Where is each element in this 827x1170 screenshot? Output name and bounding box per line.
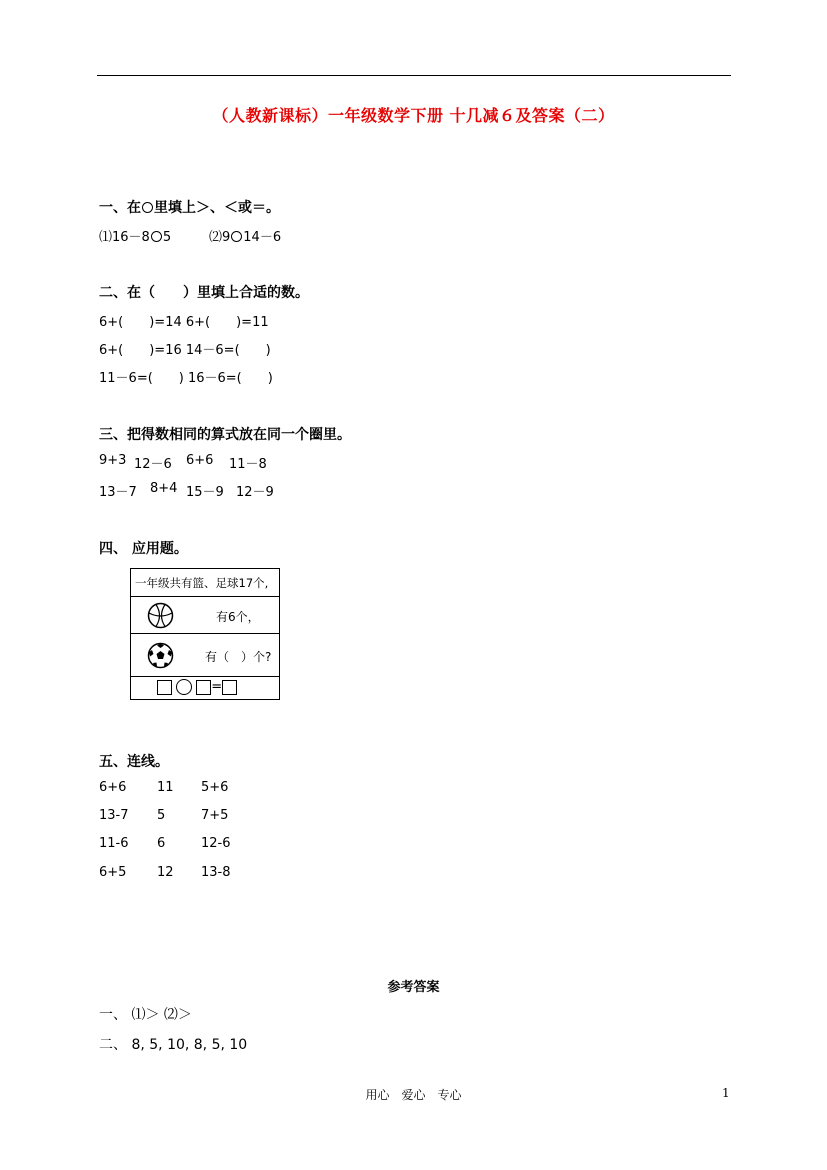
match-mid: 12 — [157, 865, 174, 880]
item-1-left: ⑴16－8 — [99, 230, 150, 245]
circle-icon — [151, 231, 162, 242]
figure-row-2-text: 有6个， — [216, 610, 260, 624]
section-4-heading: 四、 应用题。 — [99, 541, 188, 557]
expr: 11－8 — [229, 457, 267, 472]
expr: 12－9 — [236, 485, 274, 500]
section-2-line: 11－6=( ) 16－6=( ) — [99, 371, 273, 386]
expr: 8+4 — [150, 481, 178, 496]
item-1-right: 5 — [162, 230, 172, 245]
square-box-icon — [196, 680, 211, 695]
page-number: 1 — [722, 1086, 730, 1100]
match-right: 5+6 — [201, 780, 229, 795]
match-right: 7+5 — [201, 808, 229, 823]
section-5-heading: 五、连线。 — [99, 754, 169, 770]
figure-row-1-text: 一年级共有篮、足球17个, — [135, 576, 269, 590]
match-mid: 5 — [157, 808, 166, 823]
header-rule — [97, 75, 731, 76]
section-1-heading — [99, 197, 280, 217]
answer-line-2: 二、 8, 5, 10, 8, 5, 10 — [99, 1037, 248, 1053]
circle-icon — [231, 231, 242, 242]
word-problem-figure — [130, 568, 280, 700]
expr: 15－9 — [186, 485, 224, 500]
match-mid: 11 — [157, 780, 174, 795]
figure-row-3-text: 有（ ）个? — [205, 650, 272, 664]
section-1-item-1 — [99, 226, 171, 245]
square-box-icon — [222, 680, 237, 695]
match-left: 6+5 — [99, 865, 127, 880]
item-2-left: ⑵9 — [209, 230, 231, 245]
match-left: 13-7 — [99, 808, 129, 823]
circle-icon — [142, 202, 153, 213]
match-right: 12-6 — [201, 836, 231, 851]
answers-title: 参考答案 — [387, 980, 440, 995]
section-2-heading: 二、在（ ）里填上合适的数。 — [99, 285, 309, 301]
circle-icon — [176, 679, 192, 695]
section-1-heading-pre: 一、在 — [99, 200, 141, 216]
match-right: 13-8 — [201, 865, 231, 880]
section-2-line: 6+( )=14 6+( )=11 — [99, 315, 269, 330]
match-left: 11-6 — [99, 836, 129, 851]
footer-text: 用心 爱心 专心 — [365, 1088, 462, 1102]
match-left: 6+6 — [99, 780, 127, 795]
section-2-line: 6+( )=16 14－6=( ) — [99, 343, 271, 358]
equals-sign: = — [211, 679, 223, 695]
page-title: （人教新课标）一年级数学下册 十几减６及答案（二） — [212, 106, 615, 125]
square-box-icon — [157, 680, 172, 695]
expr: 6+6 — [186, 453, 214, 468]
item-2-right: 14－6 — [243, 230, 282, 245]
basketball-icon — [147, 602, 174, 629]
equation-template — [157, 679, 237, 695]
expr: 12－6 — [134, 457, 172, 472]
expr: 13－7 — [99, 485, 137, 500]
section-1-item-2 — [209, 226, 281, 245]
soccer-ball-icon — [147, 642, 174, 669]
section-1-heading-post: 里填上＞、＜或＝。 — [154, 200, 280, 216]
expr: 9+3 — [99, 453, 127, 468]
match-mid: 6 — [157, 836, 166, 851]
answer-line-1: 一、 ⑴＞ ⑵＞ — [99, 1007, 192, 1023]
section-3-heading: 三、把得数相同的算式放在同一个圈里。 — [99, 427, 351, 443]
